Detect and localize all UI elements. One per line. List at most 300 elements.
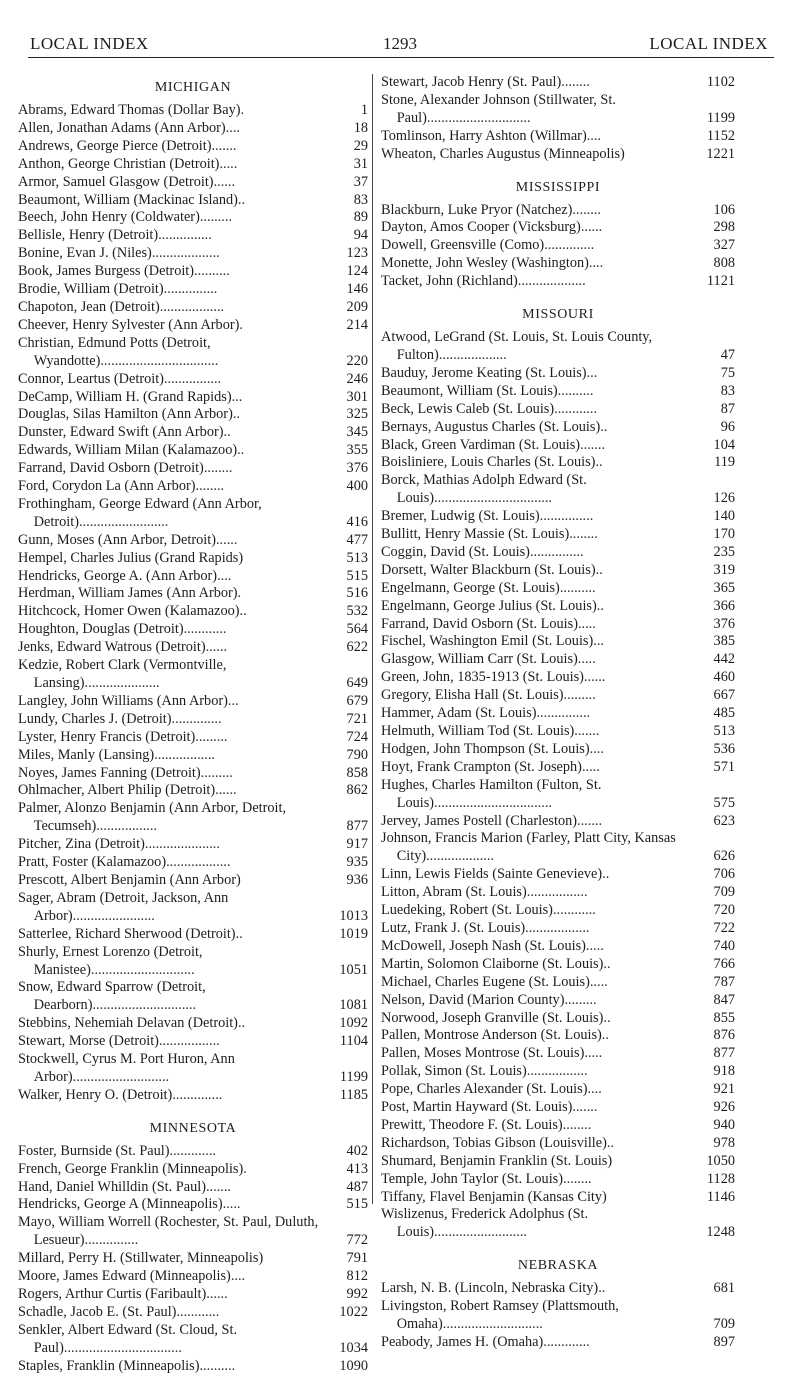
entry-name: Hammer, Adam (St. Louis) xyxy=(381,705,537,722)
entry-leader-dots: ................. xyxy=(96,818,157,835)
entry-page: 1051 xyxy=(339,961,368,978)
entry-leader-dots: .................. xyxy=(525,919,590,936)
index-entry xyxy=(18,1033,368,1051)
entry-name: Cheever, Henry Sylvester (Ann Arbor) xyxy=(18,316,240,333)
index-entry xyxy=(381,938,735,956)
index-entry xyxy=(18,1051,368,1087)
entry-name: Bullitt, Henry Massie (St. Louis) xyxy=(381,526,570,543)
entry-page: 877 xyxy=(713,1045,735,1062)
entry-name: Linn, Lewis Fields (Sainte Genevieve) xyxy=(381,866,603,883)
index-entry xyxy=(381,419,735,437)
entry-page: 1221 xyxy=(706,145,735,162)
entry-page: 75 xyxy=(720,364,735,381)
entry-leader-dots: ........ xyxy=(562,1116,592,1133)
entry-page: 1081 xyxy=(339,997,368,1014)
index-entry xyxy=(18,550,368,568)
entry-name: Stebbins, Nehemiah Delavan (Detroit) xyxy=(18,1015,238,1032)
entry-leader-dots: ................ xyxy=(163,370,222,387)
entry-leader-dots: .. xyxy=(601,1027,609,1044)
index-entry xyxy=(381,383,735,401)
entry-leader-dots: ................... xyxy=(151,245,220,262)
index-entry xyxy=(381,365,735,383)
entry-page: 667 xyxy=(713,687,735,704)
entry-leader-dots: . xyxy=(240,102,245,118)
entry-leader-dots: . xyxy=(237,585,242,602)
index-entry xyxy=(18,102,368,120)
entry-name: Anthon, George Christian (Detroit) xyxy=(18,155,220,172)
entry-name: Kedzie, Robert Clark (Vermontville, Lansing) xyxy=(18,657,227,691)
entry-name: Bellisle, Henry (Detroit) xyxy=(18,227,159,244)
page-number: 1293 xyxy=(383,34,417,53)
entry-page: 124 xyxy=(346,263,368,280)
entry-name: Norwood, Joseph Granville (St. Louis) xyxy=(381,1009,604,1026)
entry-leader-dots: .. xyxy=(239,603,247,620)
entry-leader-dots: ... xyxy=(227,692,239,709)
entry-leader-dots: .... xyxy=(225,119,240,136)
index-entry xyxy=(381,1153,735,1171)
entry-page: 709 xyxy=(713,1316,735,1333)
index-entry xyxy=(18,747,368,765)
index-entry xyxy=(18,281,368,299)
entry-page: 345 xyxy=(346,424,368,441)
index-entry xyxy=(381,146,735,164)
entry-leader-dots: ..... xyxy=(577,615,596,632)
entry-page: 876 xyxy=(713,1027,735,1044)
entry-page: 515 xyxy=(346,567,368,584)
entry-name: Dunster, Edward Swift (Ann Arbor) xyxy=(18,424,224,441)
entry-name: Pollak, Simon (St. Louis) xyxy=(381,1063,527,1080)
entry-page: 319 xyxy=(713,561,735,578)
entry-page: 787 xyxy=(713,973,735,990)
index-entry xyxy=(381,1045,735,1063)
entry-name: Langley, John Williams (Ann Arbor) xyxy=(18,692,228,709)
entry-leader-dots: .. xyxy=(223,424,231,441)
entry-leader-dots: ...... xyxy=(215,531,238,548)
entry-leader-dots: ....... xyxy=(577,812,603,829)
entry-name: Engelmann, George Julius (St. Louis) xyxy=(381,597,597,614)
index-entry xyxy=(381,562,735,580)
entry-page: 791 xyxy=(346,1250,368,1267)
index-entry xyxy=(18,335,368,371)
entry-name: Senkler, Albert Edward (St. Cloud, St. Paul) xyxy=(18,1321,238,1356)
index-entry xyxy=(381,255,735,273)
entry-name: Ohlmacher, Albert Philip (Detroit) xyxy=(18,782,216,799)
index-entry xyxy=(18,192,368,210)
entry-name: Allen, Jonathan Adams (Ann Arbor) xyxy=(18,119,226,136)
entry-leader-dots: ......... xyxy=(564,991,597,1008)
entry-page: 1128 xyxy=(706,1170,735,1187)
entry-name: Beaumont, William (Mackinac Island) xyxy=(18,191,238,208)
entry-page: 301 xyxy=(346,388,368,405)
entry-page: 1090 xyxy=(339,1357,368,1374)
index-entry xyxy=(381,1081,735,1099)
entry-name: Peabody, James H. (Omaha) xyxy=(381,1334,544,1350)
index-entry xyxy=(381,1189,735,1207)
index-entry xyxy=(381,1206,735,1242)
entry-leader-dots: .............. xyxy=(171,710,222,727)
entry-name: Pitcher, Zina (Detroit) xyxy=(18,836,145,853)
entry-name: Dorsett, Walter Blackburn (St. Louis) xyxy=(381,561,596,578)
entry-leader-dots: ................... xyxy=(426,848,495,865)
entry-page: 940 xyxy=(713,1116,735,1133)
index-entry xyxy=(381,956,735,974)
entry-page: 808 xyxy=(713,255,735,272)
state-heading: MICHIGAN xyxy=(154,80,232,95)
index-entry xyxy=(381,741,735,759)
entry-name: Bremer, Ludwig (St. Louis) xyxy=(381,508,540,525)
entry-name: French, George Franklin (Minneapolis) xyxy=(18,1160,244,1177)
entry-page: 209 xyxy=(346,298,368,315)
index-entry xyxy=(381,454,735,472)
entry-page: 1022 xyxy=(339,1303,368,1320)
index-column-left xyxy=(18,74,368,1376)
index-entry xyxy=(381,401,735,419)
entry-name: Hodgen, John Thompson (St. Louis) xyxy=(381,740,590,757)
index-entry xyxy=(18,424,368,442)
index-entry xyxy=(18,890,368,926)
index-entry xyxy=(381,526,735,544)
entry-page: 681 xyxy=(713,1280,735,1297)
entry-page: 515 xyxy=(346,1196,368,1213)
entry-page: 575 xyxy=(713,794,735,811)
entry-leader-dots: ........ xyxy=(569,526,598,543)
index-entry xyxy=(18,406,368,424)
index-entry xyxy=(18,944,368,980)
entry-name: Beck, Lewis Caleb (St. Louis) xyxy=(381,400,555,417)
entry-leader-dots: ........ xyxy=(563,1170,592,1187)
entry-page: 571 xyxy=(713,758,735,775)
entry-page: 413 xyxy=(346,1160,368,1177)
entry-name: Luedeking, Robert (St. Louis) xyxy=(381,902,553,919)
entry-leader-dots: ...... xyxy=(205,639,228,656)
index-column-right xyxy=(381,74,735,1352)
entry-page: 87 xyxy=(720,400,735,417)
entry-page: 992 xyxy=(346,1286,368,1302)
entry-name: Pratt, Foster (Kalamazoo) xyxy=(18,854,167,871)
index-entry xyxy=(381,1027,735,1045)
entry-name: Johnson, Francis Marion (Farley, Platt City, Kansas City) xyxy=(381,830,676,865)
entry-page: 220 xyxy=(346,352,368,369)
entry-leader-dots: ............................. xyxy=(426,109,531,126)
entry-name: Bonine, Evan J. (Niles) xyxy=(18,245,152,262)
entry-page: 1034 xyxy=(339,1339,368,1356)
entry-leader-dots: ............ xyxy=(176,1303,220,1320)
entry-page: 858 xyxy=(346,764,368,781)
entry-page: 146 xyxy=(346,281,368,298)
entry-name: Schadle, Jacob E. (St. Paul) xyxy=(18,1303,177,1320)
entry-page: 532 xyxy=(346,603,368,620)
entry-page: 487 xyxy=(346,1178,368,1195)
entry-name: Richardson, Tobias Gibson (Louisville) xyxy=(381,1134,607,1151)
entry-leader-dots: ....... xyxy=(211,137,237,154)
entry-page: 126 xyxy=(713,490,735,507)
index-entry xyxy=(381,830,735,866)
entry-name: Miles, Manly (Lansing) xyxy=(18,746,155,763)
entry-name: Gunn, Moses (Ann Arbor, Detroit) xyxy=(18,531,216,548)
entry-page: 365 xyxy=(713,579,735,596)
entry-leader-dots: ................. xyxy=(526,1063,588,1080)
index-entry xyxy=(18,317,368,335)
index-entry xyxy=(18,854,368,872)
index-entry xyxy=(18,389,368,407)
index-entry xyxy=(381,1298,735,1334)
index-entry xyxy=(18,478,368,496)
index-entry xyxy=(381,472,735,508)
entry-name: Tacket, John (Richland) xyxy=(381,273,518,290)
entry-page: 918 xyxy=(713,1063,735,1080)
entry-page: 847 xyxy=(713,991,735,1008)
entry-name: Boisliniere, Louis Charles (St. Louis) xyxy=(381,454,596,471)
index-entry xyxy=(18,603,368,621)
entry-name: Foster, Burnside (St. Paul) xyxy=(18,1142,170,1159)
entry-page: 921 xyxy=(713,1081,735,1098)
index-entry xyxy=(381,651,735,669)
entry-name: Beaumont, William (St. Louis) xyxy=(381,382,558,399)
entry-leader-dots: .. xyxy=(232,406,240,423)
entry-leader-dots: ................... xyxy=(438,346,507,363)
entry-name: Armor, Samuel Glasgow (Detroit) xyxy=(18,173,214,190)
index-entry xyxy=(18,263,368,281)
entry-leader-dots: ............ xyxy=(552,902,596,919)
index-entry xyxy=(381,1334,735,1352)
index-entry xyxy=(18,1179,368,1197)
entry-leader-dots: ........................... xyxy=(72,1068,170,1085)
entry-leader-dots: ............................ xyxy=(442,1316,543,1333)
entry-name: Helmuth, William Tod (St. Louis) xyxy=(381,723,575,739)
entry-page: 649 xyxy=(346,675,368,691)
entry-leader-dots: .... xyxy=(230,1268,246,1285)
index-entry xyxy=(18,872,368,890)
index-entry xyxy=(381,1280,735,1298)
entry-page: 298 xyxy=(713,219,735,236)
entry-leader-dots: ........ xyxy=(195,478,225,495)
entry-leader-dots: .......... xyxy=(199,1357,236,1374)
entry-name: Larsh, N. B. (Lincoln, Nebraska City) xyxy=(381,1280,599,1297)
entry-name: Shurly, Ernest Lorenzo (Detroit, Manistee) xyxy=(18,943,203,978)
entry-leader-dots: .......... xyxy=(194,263,230,280)
entry-page: 935 xyxy=(346,854,368,871)
entry-page: 1092 xyxy=(339,1015,368,1032)
entry-page: 355 xyxy=(346,442,368,459)
entry-leader-dots: ...... xyxy=(580,219,603,236)
entry-name: Satterlee, Richard Sherwood (Detroit) xyxy=(18,925,236,942)
entry-page: 96 xyxy=(720,418,735,435)
index-entry xyxy=(18,836,368,854)
entry-page: 1199 xyxy=(706,109,735,126)
entry-leader-dots: ............... xyxy=(84,1232,139,1249)
entry-name: Hand, Daniel Whilldin (St. Paul) xyxy=(18,1178,206,1195)
entry-page: 89 xyxy=(353,209,368,226)
entry-name: Abrams, Edward Thomas (Dollar Bay) xyxy=(18,102,241,118)
index-entry xyxy=(381,1171,735,1189)
entry-page: 766 xyxy=(713,955,735,972)
index-entry xyxy=(18,209,368,227)
index-entry xyxy=(18,979,368,1015)
entry-name: Edwards, William Milan (Kalamazoo) xyxy=(18,442,238,459)
index-entry xyxy=(18,174,368,192)
entry-page: 1102 xyxy=(706,74,735,90)
entry-leader-dots: ..... xyxy=(584,1045,603,1062)
entry-name: Pallen, Montrose Anderson (St. Louis) xyxy=(381,1027,602,1044)
entry-page: 214 xyxy=(346,316,368,333)
entry-name: Book, James Burgess (Detroit) xyxy=(18,263,195,280)
entry-name: Snow, Edward Sparrow (Detroit, Dearborn) xyxy=(18,979,206,1014)
index-entry xyxy=(381,598,735,616)
state-heading: MISSISSIPPI xyxy=(515,179,601,195)
entry-leader-dots: .. xyxy=(603,955,611,972)
index-entry xyxy=(18,1322,368,1358)
entry-leader-dots: .. xyxy=(603,1009,611,1026)
entry-page: 37 xyxy=(353,173,368,190)
entry-name: McDowell, Joseph Nash (St. Louis) xyxy=(381,937,586,954)
entry-leader-dots: ................................. xyxy=(63,1339,182,1356)
entry-page: 623 xyxy=(713,812,735,829)
entry-leader-dots: .. xyxy=(606,1134,615,1151)
index-entry xyxy=(381,687,735,705)
index-entry xyxy=(381,866,735,884)
entry-leader-dots: .. xyxy=(235,925,243,942)
state-heading: MISSOURI xyxy=(522,307,594,323)
entry-name: Coggin, David (St. Louis) xyxy=(381,543,530,560)
entry-leader-dots: .... xyxy=(589,740,604,757)
index-entry xyxy=(381,920,735,938)
index-entry xyxy=(381,437,735,455)
entry-page: 140 xyxy=(713,508,735,525)
entry-page: 772 xyxy=(346,1232,368,1249)
entry-leader-dots: .. xyxy=(595,454,603,471)
entry-leader-dots: ............... xyxy=(158,227,212,244)
entry-name: Wheaton, Charles Augustus (Minneapolis) xyxy=(381,145,625,162)
entry-name: Litton, Abram (St. Louis) xyxy=(381,884,527,901)
entry-leader-dots: .... xyxy=(588,255,604,272)
entry-leader-dots: ..... xyxy=(581,758,600,775)
entry-page: 978 xyxy=(713,1134,735,1151)
entry-name: Ford, Corydon La (Ann Arbor) xyxy=(18,478,196,495)
entry-leader-dots: .... xyxy=(586,127,601,144)
entry-leader-dots: ................. xyxy=(158,1033,220,1050)
entry-leader-dots: ........ xyxy=(572,201,601,218)
entry-name: Monette, John Wesley (Washington) xyxy=(381,255,589,272)
entry-page: 709 xyxy=(713,884,735,901)
entry-name: Pope, Charles Alexander (St. Louis) xyxy=(381,1081,588,1098)
entry-name: Hoyt, Frank Crampton (St. Joseph) xyxy=(381,758,582,775)
entry-leader-dots: ..................... xyxy=(84,675,160,691)
entry-leader-dots: .. xyxy=(237,191,246,208)
entry-leader-dots: .. xyxy=(237,1015,246,1032)
entry-page: 47 xyxy=(720,346,735,363)
entry-name: Green, John, 1835-1913 (St. Louis) xyxy=(381,669,584,686)
entry-name: Fischel, Washington Emil (St. Louis) xyxy=(381,633,594,650)
index-entry xyxy=(381,1099,735,1117)
entry-name: Brodie, William (Detroit) xyxy=(18,281,164,298)
entry-name: Post, Martin Hayward (St. Louis) xyxy=(381,1099,573,1116)
index-entry xyxy=(381,1063,735,1081)
index-entry xyxy=(381,1010,735,1028)
entry-leader-dots: .. xyxy=(602,866,610,883)
entry-name: Stockwell, Cyrus M. Port Huron, Ann Arbor) xyxy=(18,1051,235,1085)
entry-page: 1121 xyxy=(706,273,735,290)
entry-leader-dots: .... xyxy=(587,1081,602,1098)
entry-leader-dots: ............... xyxy=(539,508,594,525)
entry-page: 564 xyxy=(346,621,368,638)
entry-page: 1050 xyxy=(706,1152,735,1169)
entry-leader-dots: ...... xyxy=(583,669,606,686)
entry-leader-dots: ................................. xyxy=(434,794,552,811)
entry-name: Dowell, Greensville (Como) xyxy=(381,237,545,254)
entry-page: 123 xyxy=(346,245,368,262)
entry-page: 740 xyxy=(713,937,735,954)
index-entry xyxy=(381,813,735,831)
entry-name: Lutz, Frank J. (St. Louis) xyxy=(381,919,526,936)
entry-name: Glasgow, William Carr (St. Louis) xyxy=(381,651,578,668)
entry-leader-dots: ..... xyxy=(589,973,608,990)
index-entry xyxy=(18,156,368,174)
index-entry xyxy=(18,299,368,317)
index-entry xyxy=(18,639,368,657)
index-entry xyxy=(18,442,368,460)
entry-name: Engelmann, George (St. Louis) xyxy=(381,579,560,596)
index-entry xyxy=(18,1015,368,1033)
entry-page: 29 xyxy=(353,137,368,154)
entry-leader-dots: .... xyxy=(217,567,232,584)
entry-page: 679 xyxy=(346,692,368,709)
entry-page: 516 xyxy=(346,585,368,602)
entry-leader-dots: .. xyxy=(595,561,603,578)
entry-page: 622 xyxy=(346,639,368,656)
index-entry xyxy=(18,693,368,711)
entry-leader-dots: ............... xyxy=(163,281,218,298)
entry-name: Chapoton, Jean (Detroit) xyxy=(18,298,160,315)
page-header xyxy=(0,0,800,60)
entry-name: Houghton, Douglas (Detroit) xyxy=(18,621,184,638)
entry-page: 246 xyxy=(346,370,368,387)
entry-leader-dots: ...... xyxy=(213,173,236,190)
index-entry xyxy=(18,532,368,550)
entry-name: Bernays, Augustus Charles (St. Louis) xyxy=(381,418,601,435)
entry-name: Hendricks, George A. (Ann Arbor) xyxy=(18,567,218,584)
entry-page: 1146 xyxy=(706,1188,735,1205)
entry-page: 1019 xyxy=(339,925,368,942)
entry-page: 31 xyxy=(353,155,368,172)
index-entry xyxy=(18,1161,368,1179)
index-entry xyxy=(18,371,368,389)
index-entry xyxy=(18,227,368,245)
entry-leader-dots: ........ xyxy=(203,460,233,477)
entry-leader-dots: ... xyxy=(231,388,243,405)
index-entry xyxy=(18,729,368,747)
entry-leader-dots: ................................. xyxy=(434,490,552,507)
index-entry xyxy=(381,723,735,741)
entry-page: 477 xyxy=(346,531,368,548)
entry-name: Christian, Edmund Potts (Detroit, Wyandotte) xyxy=(18,334,211,369)
entry-name: Gregory, Elisha Hall (St. Louis) xyxy=(381,687,564,704)
entry-leader-dots: ................. xyxy=(154,746,215,763)
entry-page: 94 xyxy=(353,227,368,244)
index-entry xyxy=(18,1286,368,1304)
index-entry xyxy=(18,657,368,693)
entry-name: Farrand, David Osborn (St. Louis) xyxy=(381,615,578,632)
entry-page: 235 xyxy=(713,543,735,560)
index-entry xyxy=(381,237,735,255)
entry-page: 402 xyxy=(346,1142,368,1159)
entry-leader-dots: ...... xyxy=(215,782,237,799)
entry-leader-dots: .......... xyxy=(559,579,596,596)
header-right: LOCAL INDEX xyxy=(649,34,768,53)
entry-leader-dots: .................. xyxy=(159,298,225,315)
entry-leader-dots: ...... xyxy=(206,1286,228,1302)
entry-leader-dots: .. xyxy=(600,418,608,435)
entry-name: Noyes, James Fanning (Detroit) xyxy=(18,764,201,781)
